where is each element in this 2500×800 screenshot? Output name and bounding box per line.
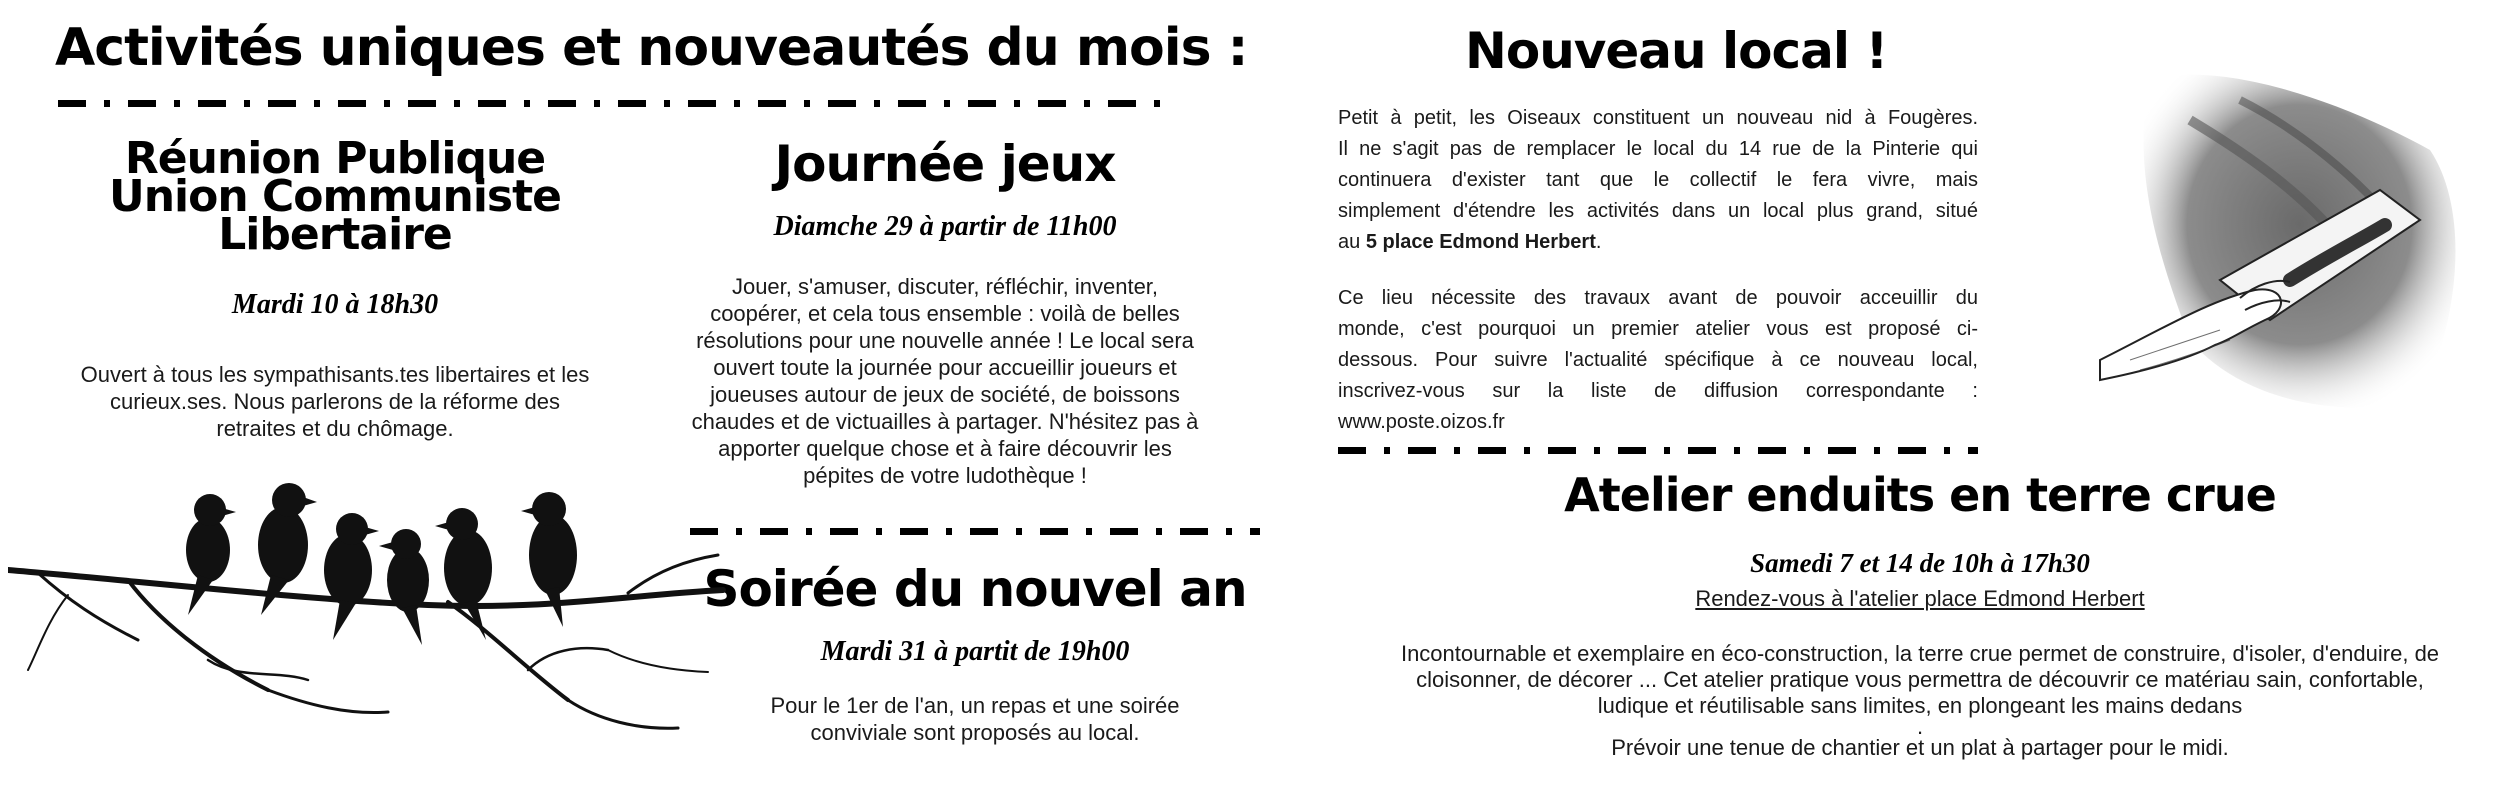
text-line: Petit à petit, les Oiseaux constituent un nouveau nid à Fougères.	[1338, 107, 1978, 129]
text-line: inscrivez-vous sur la liste de diffusion correspondante :	[1338, 380, 1978, 402]
text-line: Prévoir une tenue de chantier et un plat à partager pour le midi.	[1611, 735, 2229, 760]
divider-top	[58, 100, 1168, 107]
local-paragraph-1	[1338, 103, 1978, 258]
text-fragment: au	[1338, 231, 1366, 253]
atelier-text	[1340, 641, 2500, 761]
atelier-title: Atelier enduits en terre crue	[1564, 468, 2276, 522]
reunion-title-line: Libertaire	[218, 209, 452, 260]
bird-icon	[379, 529, 429, 645]
text-line: curieux.ses. Nous parlerons de la réforme des	[110, 389, 560, 414]
atelier-date: Samedi 7 et 14 de 10h à 17h30	[1750, 548, 2090, 578]
jeux-title: Journée jeux	[774, 135, 1116, 193]
birds-on-branch-illustration	[8, 480, 728, 780]
soiree-title: Soirée du nouvel an	[703, 560, 1247, 618]
rdv-underlined: Rendez-vous à l'atelier place Edmond Herbert	[1695, 586, 2145, 611]
text-line: apporter quelque chose et à faire découvrir les	[718, 436, 1172, 461]
text-line: résolutions pour une nouvelle année ! Le local sera	[696, 328, 1194, 353]
text-line: cloisonner, de décorer ... Cet atelier pratique vous permettra de découvrir ce matériau sain, confortable,	[1416, 667, 2424, 692]
text-line: Jouer, s'amuser, discuter, réfléchir, inventer,	[731, 274, 1159, 299]
text-line: Pour le 1er de l'an, un repas et une soirée	[770, 693, 1180, 718]
text-line	[1338, 227, 1978, 258]
local-title: Nouveau local !	[1465, 22, 1888, 80]
text-line: continuera d'exister tant que le collectif le fera vivre, mais	[1338, 169, 1978, 191]
divider-soiree	[690, 528, 1260, 535]
local-paragraph-2	[1338, 283, 1978, 438]
text-line: ludique et réutilisable sans limites, en plongeant les mains dedans	[1597, 693, 2243, 718]
text-line: Incontournable et exemplaire en éco-construction, la terre crue permet de construire, d'isoler, d'enduire, de	[1400, 641, 2440, 666]
address-bold: 5 place Edmond Herbert	[1365, 231, 1596, 253]
jeux-section	[630, 135, 1260, 489]
jeux-text	[630, 273, 1260, 489]
text-line: Ouvert à tous les sympathisants.tes libertaires et les	[80, 362, 590, 387]
reunion-title-line: Réunion Publique	[124, 133, 546, 184]
reunion-date: Mardi 10 à 18h30	[231, 289, 439, 320]
jeux-date: Diamche 29 à partir de 11h00	[773, 211, 1117, 242]
text-line: Ce lieu nécessite des travaux avant de pouvoir acceuillir du	[1338, 287, 1978, 309]
soiree-date: Mardi 31 à partit de 19h00	[820, 636, 1130, 667]
text-line: joueuses autour de jeux de société, de boissons	[710, 382, 1180, 407]
text-line: monde, c'est pourquoi un premier atelier vous est proposé ci-	[1338, 318, 1978, 340]
reunion-title	[50, 133, 620, 260]
text-line: coopérer, et cela tous ensemble : voilà de belles	[710, 301, 1180, 326]
bird-icon	[435, 508, 492, 640]
main-title: Activités uniques et nouveautés du mois :	[55, 18, 1248, 78]
text-line: .	[1916, 714, 1924, 739]
reunion-text	[50, 361, 620, 442]
text-line: pépites de votre ludothèque !	[803, 463, 1087, 488]
atelier-rdv	[1340, 586, 2500, 612]
soiree-section	[690, 560, 1260, 746]
text-line: dessous. Pour suivre l'actualité spécifique à ce nouveau local,	[1338, 349, 1978, 371]
divider-atelier	[1338, 447, 1978, 454]
reunion-title-line: Union Communiste	[108, 171, 561, 222]
text-line: chaudes et de victuailles à partager. N'hésitez pas à	[691, 409, 1199, 434]
text-line: Il ne s'agit pas de remplacer le local du 14 rue de la Pinterie qui	[1338, 138, 1978, 160]
bird-icon	[186, 494, 236, 615]
soiree-text	[690, 692, 1260, 746]
bird-icon	[324, 513, 379, 640]
text-line: retraites et du chômage.	[216, 416, 454, 441]
text-line: conviviale sont proposés au local.	[810, 720, 1140, 745]
text-line: simplement d'étendre les activités dans un local plus grand, situé	[1338, 200, 1978, 222]
reunion-section	[50, 133, 620, 442]
text-line: ouvert toute la journée pour accueillir joueurs et	[713, 355, 1177, 380]
text-fragment: .	[1595, 231, 1602, 253]
mailing-list-link[interactable]: www.poste.oizos.fr	[1338, 411, 1505, 433]
trowel-hand-illustration	[2040, 40, 2480, 430]
